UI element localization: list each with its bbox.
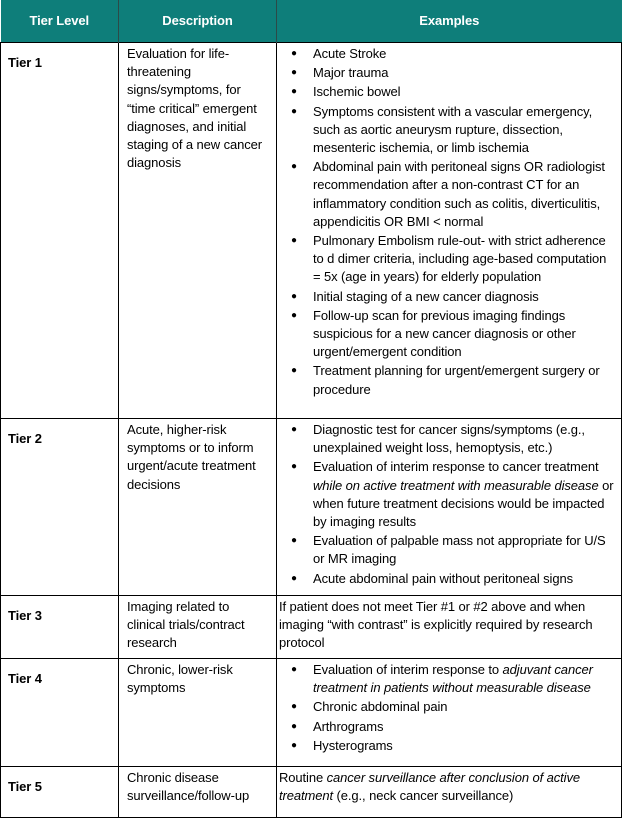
list-item [283, 362, 615, 398]
list-item [283, 570, 615, 588]
example-text: Evaluation of palpable mass not appropriate for U/S or MR imaging [313, 533, 606, 567]
bullet-icon: ● [291, 67, 297, 79]
example-text: (e.g., neck cancer surveillance) [333, 788, 514, 804]
example-text: Hysterograms [313, 737, 393, 753]
bullet-icon: ● [291, 720, 297, 732]
bullet-icon: ● [291, 290, 297, 302]
header-tier-level: Tier Level [1, 0, 119, 43]
bullet-icon: ● [291, 664, 297, 675]
list-item [283, 45, 615, 63]
tier-label: Tier 2 [1, 419, 119, 596]
example-text: or when future treatment decisions would be impacted by imaging results [313, 477, 614, 530]
bullet-icon: ● [291, 86, 297, 98]
example-text: Abdominal pain with peritoneal signs OR radiologist recommendation after a non-contrast CT for an inflammatory condition such as colitis, diverticulitis, appendicitis OR BMI < normal [313, 159, 605, 229]
bullet-icon: ● [291, 309, 297, 321]
example-text: If patient does not meet Tier #1 or #2 above and when imaging “with contrast” is explicitly required by research protocol [279, 599, 593, 651]
examples-list [283, 661, 615, 755]
list-item [283, 421, 615, 457]
table-row-tier-3 [1, 596, 622, 659]
tier-description: Acute, higher-risk symptoms or to inform urgent/acute treatment decisions [119, 419, 277, 596]
tier-label: Tier 3 [1, 596, 119, 659]
list-item [283, 288, 615, 306]
example-text: Acute Stroke [313, 46, 387, 61]
tier-examples [277, 419, 622, 596]
example-text: Symptoms consistent with a vascular emergency, such as aortic aneurysm rupture, dissection, mesenteric ischemia, or limb ischemia [313, 103, 593, 156]
table-row-tier-5 [1, 767, 622, 818]
header-description: Description [119, 0, 277, 43]
list-item [283, 64, 615, 82]
example-text: Treatment planning for urgent/emergent surgery or procedure [313, 363, 600, 397]
tier-description: Chronic disease surveillance/follow-up [119, 767, 277, 818]
tier-examples [277, 43, 622, 419]
tier-description: Chronic, lower-risk symptoms [119, 659, 277, 767]
list-item [283, 158, 615, 231]
tier-label: Tier 4 [1, 659, 119, 767]
example-text: Initial staging of a new cancer diagnosis [313, 288, 539, 304]
tier-description: Evaluation for life-threatening signs/symptoms, for “time critical” emergent diagnoses, and initial staging of a new cancer diagnosis [119, 43, 277, 419]
example-text: Follow-up scan for previous imaging findings suspicious for a new cancer diagnosis or other urgent/emergent condition [313, 307, 576, 360]
example-text: Chronic abdominal pain [313, 699, 448, 715]
example-text: Routine [279, 770, 327, 785]
bullet-icon: ● [291, 235, 297, 247]
example-text: Diagnostic test for cancer signs/symptoms (e.g., unexplained weight loss, hemoptysis, etc.) [313, 422, 585, 456]
example-text: Ischemic bowel [313, 84, 401, 100]
list-item [283, 698, 615, 716]
list-item [283, 103, 615, 158]
list-item [283, 458, 615, 531]
list-item [283, 83, 615, 101]
bullet-icon: ● [291, 572, 297, 584]
table-row-tier-2 [1, 419, 622, 596]
example-text: Major trauma [313, 65, 389, 81]
list-item [283, 232, 615, 287]
bullet-icon: ● [291, 461, 297, 473]
example-text: Arthrograms [313, 718, 384, 734]
bullet-icon: ● [291, 701, 297, 713]
example-text: Evaluation of interim response to [313, 662, 503, 677]
bullet-icon: ● [291, 48, 297, 59]
tier-examples [277, 659, 622, 767]
header-examples: Examples [277, 0, 622, 43]
tier-examples [277, 596, 622, 659]
tier-label: Tier 1 [1, 43, 119, 419]
example-text-italic: adjuvant cancer treatment in patients without measurable disease [313, 662, 593, 696]
bullet-icon: ● [291, 739, 297, 751]
list-item [283, 307, 615, 362]
examples-list [283, 421, 615, 588]
list-item [283, 661, 615, 697]
example-text: Pulmonary Embolism rule-out- with strict adherence to d dimer criteria, including age-based computation = 5x (age in years) for elderly population [313, 233, 607, 285]
list-item [283, 532, 615, 568]
example-text-italic: while on active treatment with measurable disease [313, 477, 599, 493]
tier-examples [277, 767, 622, 818]
table-row-tier-4 [1, 659, 622, 767]
example-text: Evaluation of interim response to cancer treatment [313, 459, 599, 475]
bullet-icon: ● [291, 424, 297, 435]
examples-list [283, 45, 615, 399]
tier-label: Tier 5 [1, 767, 119, 818]
bullet-icon: ● [291, 105, 297, 117]
table-row-tier-1 [1, 43, 622, 419]
bullet-icon: ● [291, 365, 297, 377]
table-header-row [1, 0, 622, 43]
example-text: Acute abdominal pain without peritoneal signs [313, 570, 574, 586]
list-item [283, 718, 615, 736]
bullet-icon: ● [291, 161, 297, 173]
tier-description: Imaging related to clinical trials/contract research [119, 596, 277, 659]
list-item [283, 737, 615, 755]
bullet-icon: ● [291, 535, 297, 547]
example-text-italic: cancer surveillance after conclusion of active treatment [279, 770, 580, 804]
